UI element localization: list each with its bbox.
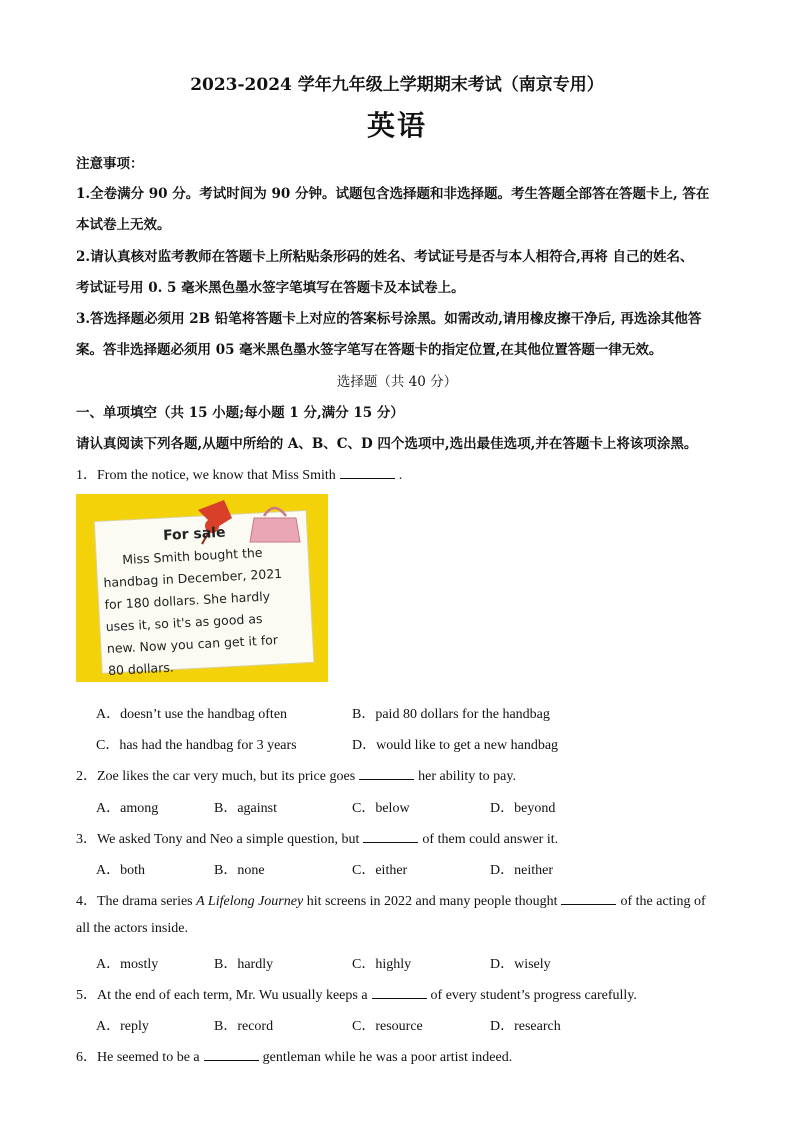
answer-blank bbox=[359, 767, 414, 780]
q1-option-b: B．paid 80 dollars for the handbag bbox=[352, 707, 550, 722]
answer-blank bbox=[340, 466, 395, 479]
q5-option-a: A．reply bbox=[96, 1019, 149, 1034]
note-3-line-1: 3.答选择题必须用 2B 铅笔将答题卡上对应的答案标号涂黑。如需改动,请用橡皮擦干净后, 再选涂其他答 bbox=[76, 311, 702, 327]
question-4-stem: 4．The drama series A Lifelong Journey hit screens in 2022 and many people thought of the acting of bbox=[76, 894, 706, 909]
drama-title: A Lifelong Journey bbox=[196, 894, 304, 909]
answer-blank bbox=[372, 986, 427, 999]
answer-blank bbox=[561, 892, 616, 905]
q2-option-a: A．among bbox=[96, 801, 159, 816]
q5-option-b: B．record bbox=[214, 1019, 274, 1034]
note-2-line-1: 2.请认真核对监考教师在答题卡上所粘贴条形码的姓名、考试证号是否与本人相符合,再将 自己的姓名、 bbox=[76, 249, 694, 265]
q2-option-b: B．against bbox=[214, 801, 277, 816]
q3-option-b: B．none bbox=[214, 863, 265, 878]
choice-section-heading: 选择题（共 40 分） bbox=[336, 374, 458, 390]
notice-line-1: Miss Smith bought the bbox=[121, 544, 263, 568]
notice-line-3: for 180 dollars. She hardly bbox=[104, 588, 271, 613]
question-2-stem: 2．Zoe likes the car very much, but its price goes her ability to pay. bbox=[76, 769, 516, 784]
exam-title: 2023-2024 学年九年级上学期期末考试（南京专用） bbox=[190, 75, 604, 95]
question-5-stem: 5．At the end of each term, Mr. Wu usually keeps a of every student’s progress carefully. bbox=[76, 988, 637, 1003]
q4-option-b: B．hardly bbox=[214, 957, 274, 972]
note-1-line-1: 1.全卷满分 90 分。考试时间为 90 分钟。试题包含选择题和非选择题。考生答题全部答在答题卡上, 答在 bbox=[76, 186, 710, 202]
part1-instruction: 请认真阅读下列各题,从题中所给的 A、B、C、D 四个选项中,选出最佳选项,并在答题卡上将该项涂黑。 bbox=[76, 436, 698, 452]
note-3-line-2: 案。答非选择题必须用 05 毫米黑色墨水签字笔写在答题卡的指定位置,在其他位置答题一律无效。 bbox=[76, 342, 663, 358]
q4-option-c: C．highly bbox=[352, 957, 412, 972]
q3-option-c: C．either bbox=[352, 863, 408, 878]
notes-heading: 注意事项： bbox=[76, 156, 144, 172]
q1-option-a: A．doesn’t use the handbag often bbox=[96, 707, 288, 722]
q5-option-d: D．research bbox=[490, 1019, 561, 1034]
q4-option-d: D．wisely bbox=[490, 957, 551, 972]
notice-line-4: uses it, so it's as good as bbox=[105, 610, 263, 635]
question-3-stem: 3．We asked Tony and Neo a simple question, but of them could answer it. bbox=[76, 832, 559, 847]
subject-title: 英语 bbox=[366, 109, 427, 142]
q2-option-d: D．beyond bbox=[490, 801, 556, 816]
q5-option-c: C．resource bbox=[352, 1019, 423, 1034]
notice-line-6: 80 dollars. bbox=[107, 659, 175, 679]
note-1-line-2: 本试卷上无效。 bbox=[76, 217, 171, 233]
question-6-stem: 6．He seemed to be a gentleman while he was a poor artist indeed. bbox=[76, 1050, 513, 1065]
answer-blank bbox=[363, 830, 418, 843]
notice-graphic bbox=[76, 494, 328, 682]
q1-option-d: D．would like to get a new handbag bbox=[352, 738, 559, 753]
q3-option-d: D．neither bbox=[490, 863, 553, 878]
part1-heading: 一、单项填空（共 15 小题;每小题 1 分,满分 15 分） bbox=[76, 405, 404, 421]
note-2-line-2: 考试证号用 0. 5 毫米黑色墨水签字笔填写在答题卡及本试卷上。 bbox=[76, 280, 465, 296]
q1-option-c: C．has had the handbag for 3 years bbox=[96, 738, 297, 753]
question-1-stem: 1．From the notice, we know that Miss Smith . bbox=[76, 468, 403, 483]
notice-heading: For sale bbox=[162, 524, 226, 544]
for-sale-notice-image bbox=[76, 494, 328, 682]
question-4-stem-line-2: all the actors inside. bbox=[76, 921, 188, 936]
q2-option-c: C．below bbox=[352, 801, 410, 816]
notice-line-5: new. Now you can get it for bbox=[106, 632, 279, 657]
q4-option-a: A．mostly bbox=[96, 957, 159, 972]
notice-line-2: handbag in December, 2021 bbox=[103, 565, 283, 591]
answer-blank bbox=[204, 1048, 259, 1061]
q3-option-a: A．both bbox=[96, 863, 145, 878]
